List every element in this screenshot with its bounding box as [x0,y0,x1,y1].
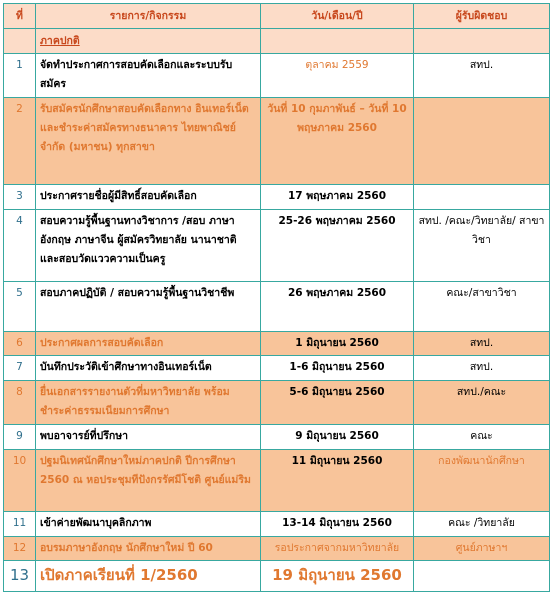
row-activity: สอบความรู้พื้นฐานทางวิชาการ /สอบ ภาษาอังกฤษ ภาษาจีน ผู้สมัครวิทยาลัย นานาชาติ และสอบวัดแววความเป็นครู [36,210,261,282]
table-row [4,512,550,537]
row-responsible: สทป. [414,54,550,98]
table-row [4,54,550,98]
table-header-row [4,4,550,29]
row-date: 5-6 มิถุนายน 2560 [261,381,414,425]
row-num: 11 [4,512,36,537]
table-row [4,425,550,450]
row-responsible: คณะ [414,425,550,450]
row-date: 13-14 มิถุนายน 2560 [261,512,414,537]
row-responsible: ศูนย์ภาษาฯ [414,537,550,561]
row-responsible: สทป. /คณะ/วิทยาลัย/ สาขาวิชา [414,210,550,282]
row-responsible: คณะ /วิทยาลัย [414,512,550,537]
header-num: ที่ [4,4,36,29]
row-num: 13 [4,561,36,592]
row-num: 10 [4,450,36,512]
header-date: วัน/เดือน/ปี [261,4,414,29]
row-num: 5 [4,282,36,332]
schedule-table [3,3,550,592]
row-activity: รับสมัครนักศึกษาสอบคัดเลือกทาง อินเทอร์เน็ต และชำระค่าสมัครทางธนาคาร ไทยพาณิชย์ จำกัด (มหาชน) ทุกสาขา [36,98,261,185]
row-activity: อบรมภาษาอังกฤษ นักศึกษาใหม่ ปี 60 [36,537,261,561]
table-row [4,356,550,381]
row-activity: สอบภาคปฏิบัติ / สอบความรู้พื้นฐานวิชาชีพ [36,282,261,332]
row-date: 26 พฤษภาคม 2560 [261,282,414,332]
row-date: วันที่ 10 กุมภาพันธ์ – วันที่ 10 พฤษภาคม 2560 [261,98,414,185]
row-activity: พบอาจารย์ที่ปรึกษา [36,425,261,450]
row-activity: เข้าค่ายพัฒนาบุคลิกภาพ [36,512,261,537]
section-label: ภาคปกติ [40,35,80,47]
row-responsible: กองพัฒนานักศึกษา [414,450,550,512]
row-activity: เปิดภาคเรียนที่ 1/2560 [36,561,261,592]
row-responsible [414,185,550,210]
row-date: 17 พฤษภาคม 2560 [261,185,414,210]
row-date: 1 มิถุนายน 2560 [261,332,414,356]
row-date: 19 มิถุนายน 2560 [261,561,414,592]
table-row [4,210,550,282]
row-num: 2 [4,98,36,185]
table-row [4,98,550,185]
row-num: 3 [4,185,36,210]
row-num: 8 [4,381,36,425]
header-activity: รายการ/กิจกรรม [36,4,261,29]
row-activity: ประกาศรายชื่อผู้มีสิทธิ์สอบคัดเลือก [36,185,261,210]
table-row [4,185,550,210]
row-num: 12 [4,537,36,561]
table-row [4,561,550,592]
table-row [4,450,550,512]
row-responsible [414,98,550,185]
row-responsible: สทป. [414,356,550,381]
row-activity: จัดทำประกาศการสอบคัดเลือกและระบบรับ สมัคร [36,54,261,98]
row-activity: ปฐมนิเทศนักศึกษาใหม่ภาคปกติ ปีการศึกษา 2560 ณ หอประชุมทีปังกรรัศมีโชติ ศูนย์แม่ริม [36,450,261,512]
row-date: รอประกาศจากมหาวิทยาลัย [261,537,414,561]
row-num: 6 [4,332,36,356]
row-activity: ยื่นเอกสารรายงานตัวที่มหาวิทยาลัย พร้อม ชำระค่าธรรมเนียมการศึกษา [36,381,261,425]
row-num: 1 [4,54,36,98]
row-num: 7 [4,356,36,381]
section-row [4,29,550,54]
row-num: 9 [4,425,36,450]
row-activity: บันทึกประวัติเข้าศึกษาทางอินเทอร์เน็ต [36,356,261,381]
row-date: ตุลาคม 2559 [261,54,414,98]
table-row [4,282,550,332]
row-date: 25-26 พฤษภาคม 2560 [261,210,414,282]
header-responsible: ผู้รับผิดชอบ [414,4,550,29]
row-date: 1-6 มิถุนายน 2560 [261,356,414,381]
table-row [4,537,550,561]
table-row [4,332,550,356]
row-date: 11 มิถุนายน 2560 [261,450,414,512]
row-responsible: สทป./คณะ [414,381,550,425]
row-responsible [414,561,550,592]
table-row [4,381,550,425]
row-responsible: สทป. [414,332,550,356]
row-activity: ประกาศผลการสอบคัดเลือก [36,332,261,356]
schedule-table-container [3,3,546,592]
row-num: 4 [4,210,36,282]
row-date: 9 มิถุนายน 2560 [261,425,414,450]
row-responsible: คณะ/สาขาวิชา [414,282,550,332]
